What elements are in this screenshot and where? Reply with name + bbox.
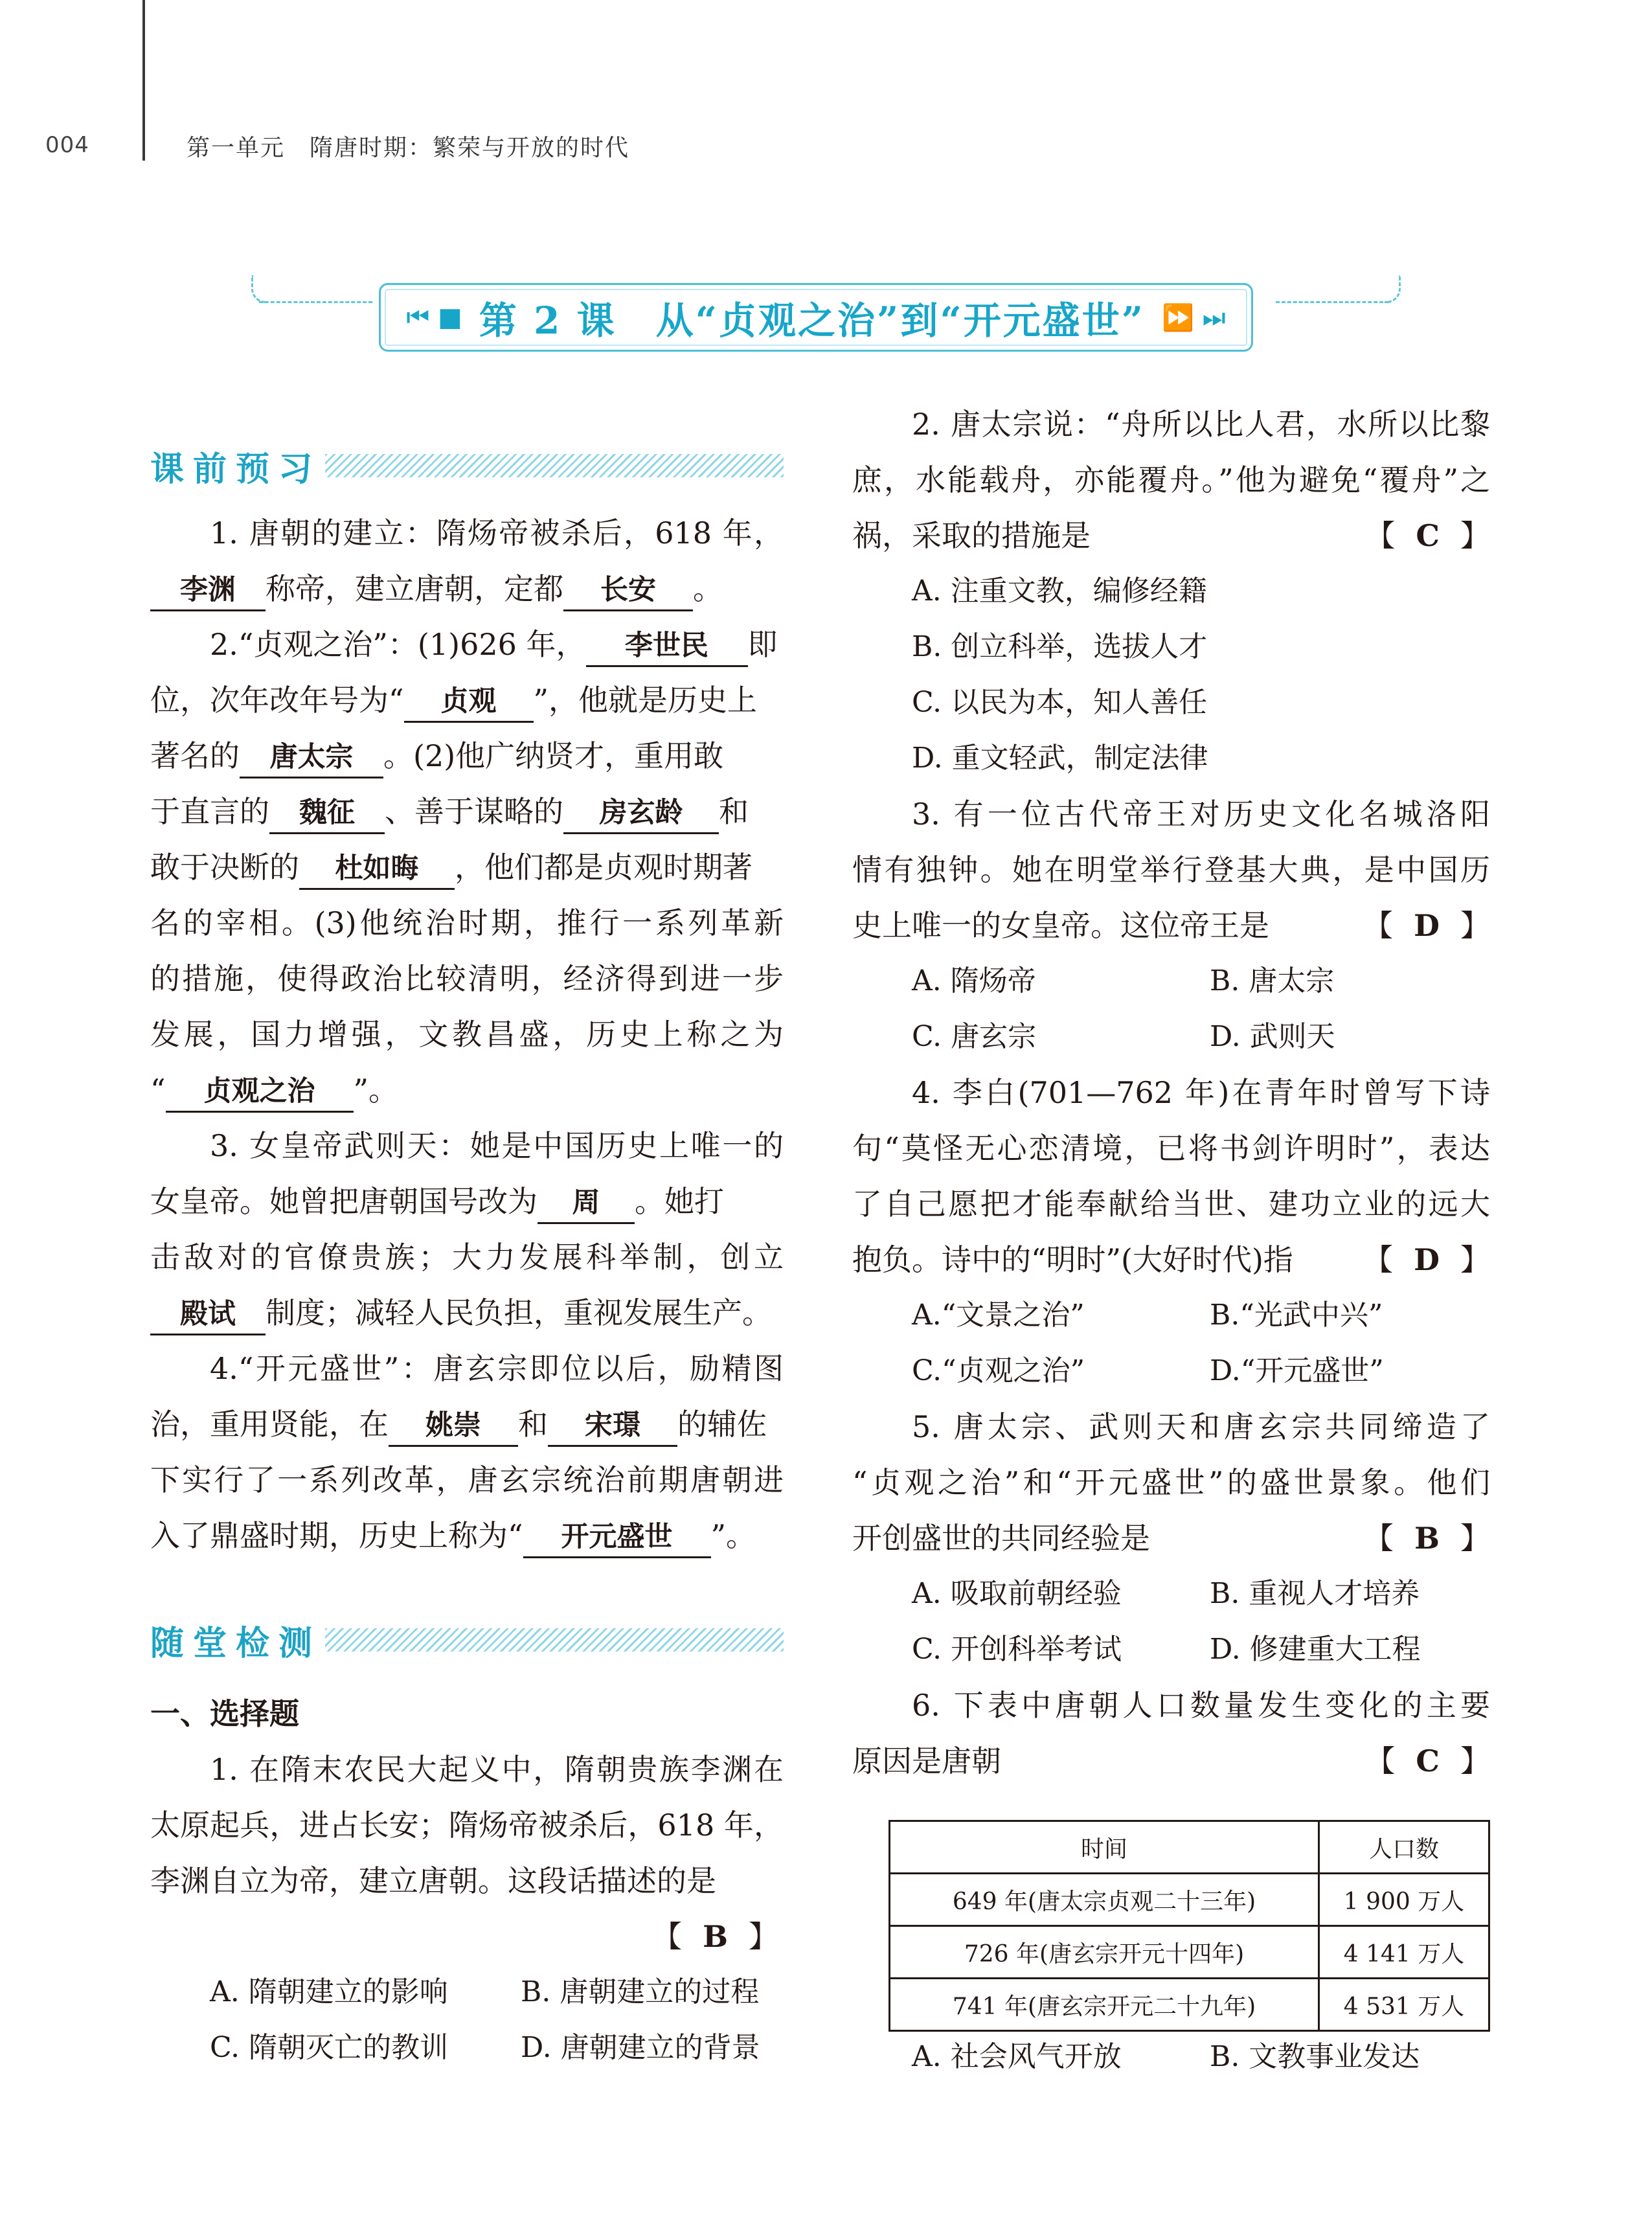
q6-options-row1 bbox=[852, 2029, 1490, 2085]
q1-option-a: A. 隋朝建立的影响 bbox=[210, 1975, 448, 2008]
preview-q4-line1: 4.“开元盛世”：唐玄宗即位以后，励精图 bbox=[210, 1351, 784, 1386]
answer-blank: 开元盛世 bbox=[523, 1517, 711, 1558]
answer-blank: 魏征 bbox=[269, 793, 385, 834]
q3-line1: 3. 有一位古代帝王对历史文化名城洛阳 bbox=[912, 797, 1490, 832]
banner-dash-left bbox=[259, 301, 372, 303]
q4-options-row2 bbox=[852, 1343, 1490, 1399]
table-row bbox=[890, 1874, 1489, 1926]
q2-option-c: C. 以民为本，知人善任 bbox=[912, 686, 1208, 719]
q3-option-b: B. 唐太宗 bbox=[1210, 964, 1335, 997]
q3-answer: 【 D 】 bbox=[1363, 908, 1490, 943]
q1-line2: 太原起兵，进占长安；隋炀帝被杀后，618 年， bbox=[150, 1808, 784, 1843]
q4-option-b: B.“光武中兴” bbox=[1210, 1299, 1383, 1332]
q2-answer: 【 C 】 bbox=[1365, 518, 1490, 553]
banner-ornament-right bbox=[1385, 275, 1401, 303]
q1-option-b: B. 唐朝建立的过程 bbox=[521, 1975, 760, 2008]
practice-questions-left bbox=[150, 1686, 784, 2076]
preview-q3-line4: 殿试 制度；减轻人民负担，重视发展生产。 bbox=[150, 1285, 784, 1341]
table-header: 时间 bbox=[890, 1821, 1319, 1874]
q2-line1: 2. 唐太宗说：“舟所以比人君，水所以比黎 bbox=[912, 407, 1490, 442]
q1-answer: 【 B 】 bbox=[652, 1919, 778, 1954]
q3-option-c: C. 唐玄宗 bbox=[912, 1020, 1037, 1053]
table-cell: 1 900 万人 bbox=[1319, 1874, 1489, 1926]
q4-line1: 4. 李白(701—762 年)在青年时曾写下诗 bbox=[912, 1075, 1490, 1110]
q3-option-a: A. 隋炀帝 bbox=[912, 964, 1036, 997]
practice-heading bbox=[150, 1617, 784, 1663]
answer-blank: 李渊 bbox=[150, 571, 266, 611]
preview-q2-line2: 位，次年改年号为“ 贞观 ”，他就是历史上 bbox=[150, 672, 784, 728]
preview-q4-line3: 下实行了一系列改革，唐玄宗统治前期唐朝进 bbox=[150, 1462, 784, 1497]
q1-line1: 1. 在隋末农民大起义中，隋朝贵族李渊在 bbox=[210, 1752, 784, 1787]
preview-q4-line2: 治，重用贤能，在 姚崇 和 宋璟 的辅佐 bbox=[150, 1396, 784, 1452]
table-cell: 4 141 万人 bbox=[1319, 1926, 1489, 1979]
q5-line3: 开创盛世的共同经验是 【 B 】 bbox=[852, 1510, 1490, 1566]
q2-line2: 庶，水能载舟，亦能覆舟。”他为避免“覆舟”之 bbox=[852, 462, 1490, 497]
preview-title: 课前预习 bbox=[150, 449, 322, 489]
choice-section-heading: 一、选择题 bbox=[150, 1697, 299, 1731]
practice-section bbox=[150, 1617, 784, 1663]
preview-q1-line2: 李渊 称帝，建立唐朝，定都 长安 。 bbox=[150, 561, 784, 617]
answer-blank: 周 bbox=[537, 1183, 635, 1224]
q5-options-row2 bbox=[852, 1622, 1490, 1677]
q6-line1: 6. 下表中唐朝人口数量发生变化的主要 bbox=[912, 1688, 1490, 1723]
q4-answer: 【 D 】 bbox=[1363, 1242, 1490, 1277]
table-cell: 649 年(唐太宗贞观二十三年) bbox=[890, 1874, 1319, 1926]
q6-option-b: B. 文教事业发达 bbox=[1210, 2040, 1420, 2073]
q5-option-a: A. 吸取前朝经验 bbox=[912, 1577, 1122, 1610]
answer-blank: 贞观之治 bbox=[166, 1072, 354, 1113]
preview-q3-line3: 击敌对的官僚贵族；大力发展科举制，创立 bbox=[150, 1240, 784, 1275]
q2-option-a: A. 注重文教，编修经籍 bbox=[912, 574, 1207, 608]
lesson-title: 第 2 课 从“贞观之治”到“开元盛世” bbox=[479, 299, 1146, 343]
q5-answer: 【 B 】 bbox=[1364, 1521, 1490, 1556]
answer-blank: 杜如晦 bbox=[299, 849, 455, 890]
answer-blank: 李世民 bbox=[586, 626, 748, 667]
answer-blank: 唐太宗 bbox=[240, 738, 383, 778]
practice-title: 随堂检测 bbox=[150, 1623, 322, 1663]
preview-questions bbox=[150, 505, 784, 1563]
page-number: 004 bbox=[45, 132, 89, 158]
q4-option-a: A.“文景之治” bbox=[912, 1299, 1085, 1332]
table-row bbox=[890, 1926, 1489, 1979]
q2-option-b: B. 创立科举，选拔人才 bbox=[912, 630, 1208, 663]
preview-q2-line5: 敢于决断的 杜如晦 ，他们都是贞观时期著 bbox=[150, 839, 784, 895]
table-header-row bbox=[890, 1821, 1489, 1874]
skip-back-icon: ⏮ ■ bbox=[406, 302, 462, 332]
answer-blank: 殿试 bbox=[150, 1295, 266, 1335]
q5-line2: “贞观之治”和“开元盛世”的盛世景象。他们 bbox=[852, 1465, 1490, 1500]
preview-q2-line6: 名的宰相。(3)他统治时期，推行一系列革新 bbox=[150, 905, 784, 940]
q5-options-row1 bbox=[852, 1566, 1490, 1622]
q5-option-b: B. 重视人才培养 bbox=[1210, 1577, 1420, 1610]
lesson-title-banner bbox=[379, 283, 1253, 352]
preview-heading bbox=[150, 443, 784, 488]
q4-option-c: C.“贞观之治” bbox=[912, 1354, 1085, 1387]
preview-q2-line4: 于直言的 魏征 、善于谋略的 房玄龄 和 bbox=[150, 784, 784, 839]
q5-option-d: D. 修建重大工程 bbox=[1210, 1633, 1421, 1666]
preview-q4-line4: 入了鼎盛时期，历史上称为“ 开元盛世 ”。 bbox=[150, 1508, 784, 1563]
q4-line4: 抱负。诗中的“明时”(大好时代)指 【 D 】 bbox=[852, 1232, 1490, 1288]
q6-options bbox=[852, 2029, 1490, 2085]
q6-option-a: A. 社会风气开放 bbox=[912, 2040, 1122, 2073]
preview-q3-line2: 女皇帝。她曾把唐朝国号改为 周 。她打 bbox=[150, 1174, 784, 1229]
banner-ornament-left bbox=[251, 275, 267, 303]
header-rule bbox=[142, 0, 145, 161]
table-cell: 4 531 万人 bbox=[1319, 1979, 1489, 2031]
preview-q2-line8: 发展，国力增强，文教昌盛，历史上称之为 bbox=[150, 1017, 784, 1052]
heading-hatch-decoration bbox=[325, 454, 784, 477]
answer-blank: 长安 bbox=[563, 571, 693, 611]
preview-section bbox=[150, 443, 784, 488]
population-table-wrapper bbox=[888, 1820, 1490, 2032]
answer-blank: 姚崇 bbox=[389, 1406, 518, 1447]
preview-q2-line1: 2.“贞观之治”：(1)626 年， 李世民 即 bbox=[150, 617, 784, 672]
table-header: 人口数 bbox=[1319, 1821, 1489, 1874]
q3-line2: 情有独钟。她在明堂举行登基大典，是中国历 bbox=[852, 852, 1490, 887]
table-row bbox=[890, 1979, 1489, 2031]
table-cell: 741 年(唐玄宗开元二十九年) bbox=[890, 1979, 1319, 2031]
preview-q2-line3: 著名的 唐太宗 。(2)他广纳贤才，重用敢 bbox=[150, 728, 784, 784]
q1-answer-line bbox=[150, 1909, 784, 1964]
q2-line3: 祸，采取的措施是 【 C 】 bbox=[852, 508, 1490, 563]
table-cell: 726 年(唐玄宗开元十四年) bbox=[890, 1926, 1319, 1979]
preview-q2-line9: “ 贞观之治 ”。 bbox=[150, 1062, 784, 1118]
answer-blank: 宋璟 bbox=[548, 1406, 677, 1447]
q4-option-d: D.“开元盛世” bbox=[1210, 1354, 1384, 1387]
q5-option-c: C. 开创科举考试 bbox=[912, 1633, 1122, 1666]
practice-questions-right bbox=[852, 396, 1490, 1789]
heading-hatch-decoration bbox=[325, 1628, 784, 1652]
population-table bbox=[888, 1820, 1490, 2032]
q2-option-d: D. 重文轻武，制定法律 bbox=[912, 742, 1208, 775]
q5-line1: 5. 唐太宗、武则天和唐玄宗共同缔造了 bbox=[912, 1409, 1490, 1444]
preview-q3-line1: 3. 女皇帝武则天：她是中国历史上唯一的 bbox=[210, 1128, 784, 1163]
q4-line3: 了自己愿把才能奉献给当世、建功立业的远大 bbox=[852, 1187, 1490, 1221]
running-head: 第一单元 隋唐时期：繁荣与开放的时代 bbox=[187, 135, 630, 161]
preview-q1-line1: 1. 唐朝的建立：隋炀帝被杀后，618 年， bbox=[210, 516, 784, 551]
answer-blank: 贞观 bbox=[404, 682, 534, 723]
q1-line3: 李渊自立为帝，建立唐朝。这段话描述的是 bbox=[150, 1863, 716, 1898]
q1-options-row1 bbox=[150, 1964, 784, 2020]
q3-option-d: D. 武则天 bbox=[1210, 1020, 1335, 1053]
preview-q2-line7: 的措施，使得政治比较清明，经济得到进一步 bbox=[150, 961, 784, 996]
q1-options-row2 bbox=[150, 2020, 784, 2076]
skip-forward-icon: ⏩ ⏭ bbox=[1162, 302, 1226, 333]
q3-options-row1 bbox=[852, 953, 1490, 1009]
q6-answer: 【 C 】 bbox=[1365, 1743, 1490, 1778]
q3-line3: 史上唯一的女皇帝。这位帝王是 【 D 】 bbox=[852, 898, 1490, 953]
banner-dash-right bbox=[1276, 301, 1389, 303]
answer-blank: 房玄龄 bbox=[563, 793, 719, 834]
q1-option-d: D. 唐朝建立的背景 bbox=[521, 2031, 760, 2064]
q3-options-row2 bbox=[852, 1009, 1490, 1065]
q4-line2: 句“莫怪无心恋清境，已将书剑许明时”，表达 bbox=[852, 1131, 1490, 1166]
q4-options-row1 bbox=[852, 1288, 1490, 1343]
q1-option-c: C. 隋朝灭亡的教训 bbox=[210, 2031, 449, 2064]
q6-line2: 原因是唐朝 【 C 】 bbox=[852, 1733, 1490, 1789]
